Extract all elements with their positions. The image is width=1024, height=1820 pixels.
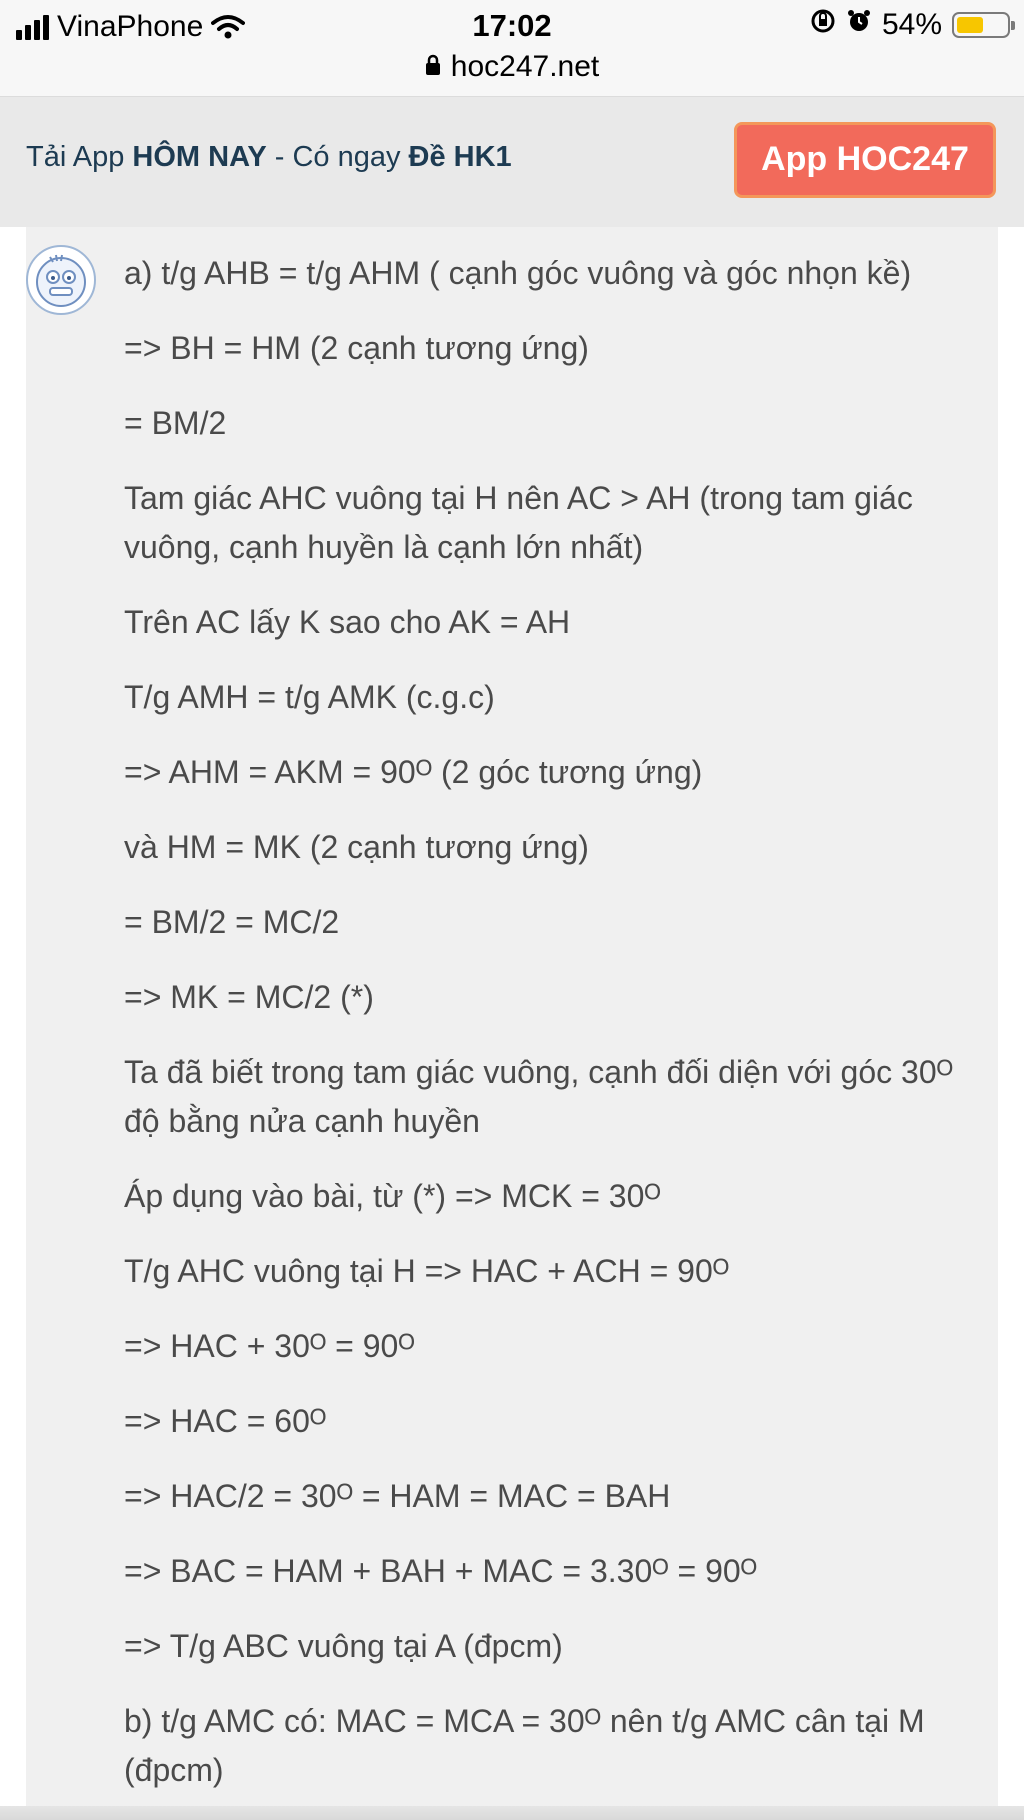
answer-line: Áp dụng vào bài, từ (*) => MCK = 30ᴼ: [124, 1178, 661, 1214]
answer-line: => MK = MC/2 (*): [124, 979, 374, 1015]
avatar[interactable]: [26, 245, 96, 315]
answer-line: T/g AHC vuông tại H => HAC + ACH = 90ᴼ: [124, 1253, 730, 1289]
answer-line: = BM/2: [124, 405, 227, 441]
answer-line: T/g AMH = t/g AMK (c.g.c): [124, 679, 495, 715]
battery-fill: [957, 17, 983, 33]
answer-line: Trên AC lấy K sao cho AK = AH: [124, 604, 571, 640]
status-right: [810, 8, 1010, 42]
banner-middle: - Có ngay: [266, 141, 409, 173]
clock-time: 17:02: [472, 8, 552, 43]
answer-line: a) t/g AHB = t/g AHM ( cạnh góc vuông và góc nhọn kề): [124, 255, 912, 291]
answer-line: = BM/2 = MC/2: [124, 904, 340, 940]
app-promo-banner: [0, 97, 1024, 227]
answer-line: và HM = MK (2 cạnh tương ứng): [124, 829, 589, 865]
answer-line: => HAC + 30ᴼ = 90ᴼ: [124, 1328, 415, 1364]
banner-bold-exam: Đề HK1: [408, 141, 512, 173]
bottom-toolbar-edge: [0, 1806, 1024, 1820]
answer-line: b) t/g AMC có: MAC = MCA = 30ᴼ nên t/g AMC cân tại M (đpcm): [124, 1703, 925, 1788]
answer-line: => BH = HM (2 cạnh tương ứng): [124, 330, 589, 366]
answer-line: => T/g ABC vuông tại A (đpcm): [124, 1628, 563, 1664]
orientation-lock-icon: [810, 8, 836, 42]
answer-line: => BAC = HAM + BAH + MAC = 3.30ᴼ = 90ᴼ: [124, 1553, 758, 1589]
answer-line: => HAC/2 = 30ᴼ = HAM = MAC = BAH: [124, 1478, 671, 1514]
answer-line: Ta đã biết trong tam giác vuông, cạnh đối diện với góc 30ᴼ độ bằng nửa cạnh huyền: [124, 1054, 953, 1139]
battery-icon: [952, 12, 1010, 38]
alarm-icon: [846, 8, 872, 42]
carrier-label: VinaPhone: [57, 10, 204, 43]
status-bar: [0, 0, 1024, 97]
answer-line: Tam giác AHC vuông tại H nên AC > AH (trong tam giác vuông, cạnh huyền là cạnh lớn nhất): [124, 480, 913, 565]
answer-card: [26, 227, 998, 1820]
answer-text: [124, 249, 996, 1820]
app-download-button[interactable]: App HOC247: [734, 122, 996, 198]
answer-line: => HAC = 60ᴼ: [124, 1403, 327, 1439]
banner-prefix: Tải App: [26, 141, 133, 173]
battery-percent: 54%: [881, 8, 942, 41]
url-bar[interactable]: [0, 50, 1024, 84]
answer-line: => AHM = AKM = 90ᴼ (2 góc tương ứng): [124, 754, 703, 790]
url-text[interactable]: hoc247.net: [450, 50, 600, 83]
banner-text: [26, 141, 512, 174]
lock-icon: [425, 50, 441, 84]
banner-bold-today: HÔM NAY: [132, 141, 267, 173]
avatar-face-icon: [28, 247, 94, 313]
